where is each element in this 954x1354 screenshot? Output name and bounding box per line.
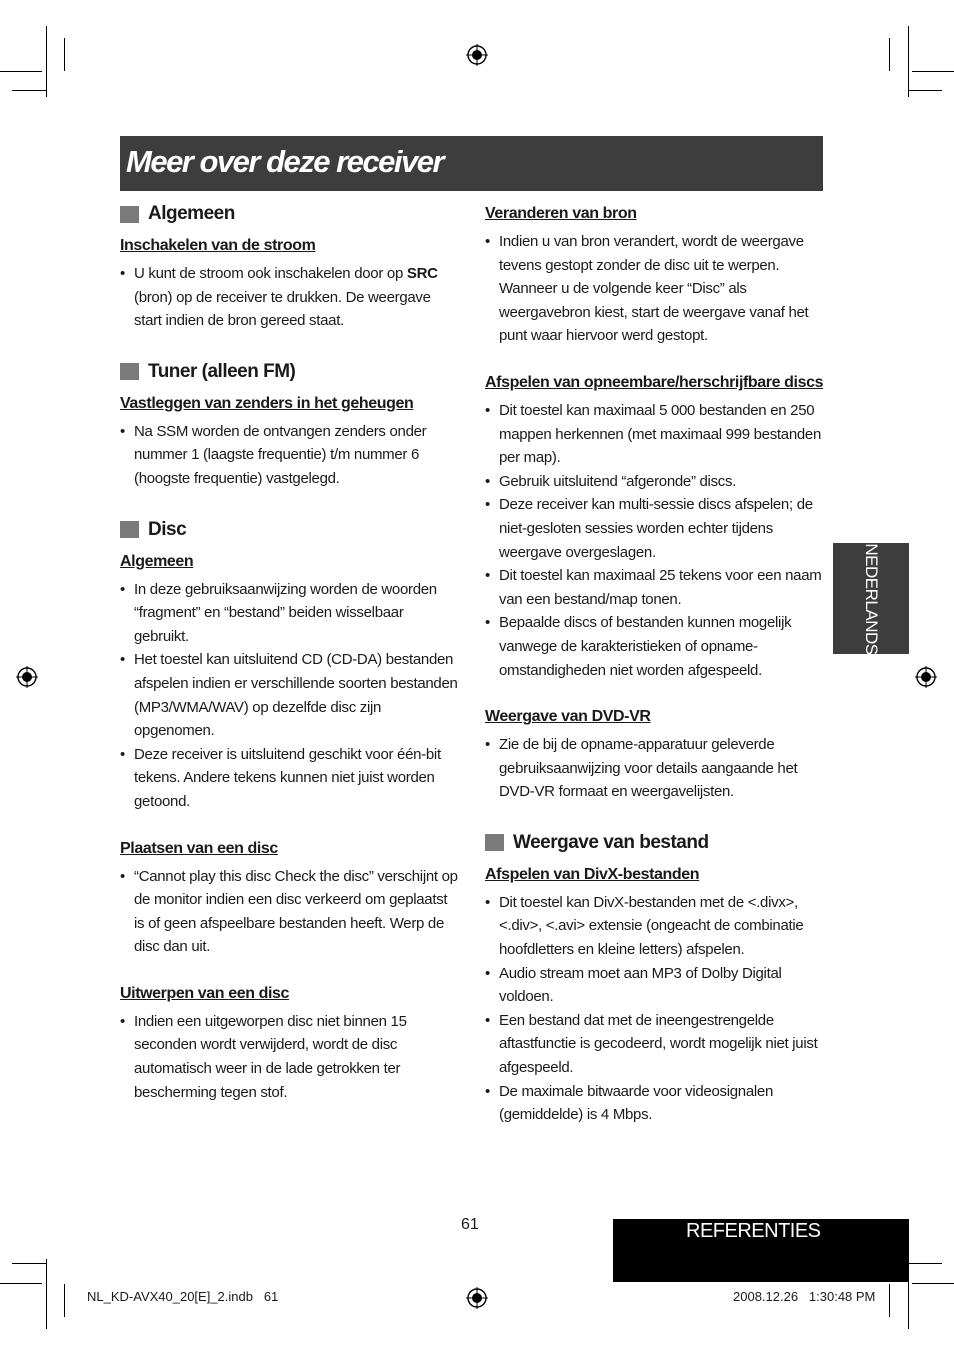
list-item: • U kunt de stroom ook inschakelen door op SRC (bron) op de receiver te drukken. De weergave start indien de bron gereed staat. (120, 262, 460, 333)
crop-mark (908, 90, 942, 91)
bullet-list (120, 578, 460, 814)
crop-mark (0, 1283, 42, 1284)
crop-mark (46, 1259, 47, 1329)
section-heading-text: Disc (148, 518, 187, 540)
subheading: Algemeen (120, 552, 194, 570)
bullet-list (485, 733, 825, 804)
crop-mark (908, 26, 909, 97)
subheading: Inschakelen van de stroom (120, 237, 316, 254)
crop-mark (64, 1284, 65, 1317)
crop-mark (889, 38, 890, 71)
section-square-icon (120, 521, 139, 538)
language-tab (833, 543, 909, 654)
list-item: • Indien een uitgeworpen disc niet binnen 15 seconden wordt verwijderd, wordt de disc automatisch weer in de lade getrokken ter bescherming tegen stof. (120, 1010, 460, 1104)
language-tab-label: NEDERLANDS (862, 542, 881, 655)
bullet-list (120, 1010, 460, 1104)
crop-mark (889, 1284, 890, 1317)
print-file-info: NL_KD-AVX40_20[E]_2.indb 61 (87, 1289, 279, 1304)
crop-mark (0, 71, 42, 72)
registration-mark-icon (466, 44, 488, 66)
crop-mark (912, 1283, 954, 1284)
list-item: • Zie de bij de opname-apparatuur geleverde gebruiksaanwijzing voor details aangaande het DVD-VR formaat en weergavelijsten. (485, 733, 825, 804)
bullet-list (120, 865, 460, 959)
title-bar (120, 136, 823, 191)
crop-mark (46, 26, 47, 97)
bullet-list (120, 420, 460, 491)
subheading: Afspelen van DivX-bestanden (485, 865, 700, 883)
crop-mark (12, 1263, 46, 1264)
section-square-icon (120, 206, 139, 223)
page-title: Meer over deze receiver (126, 144, 444, 179)
subheading: Uitwerpen van een disc (120, 984, 290, 1002)
section-footer-box (613, 1219, 909, 1282)
section-heading (485, 830, 825, 856)
section-heading (120, 359, 460, 385)
section-heading (120, 517, 460, 543)
section-square-icon (485, 834, 504, 851)
list-item: • Na SSM worden de ontvangen zenders onder nummer 1 (laagste frequentie) t/m nummer 6 (hoogste frequentie) vastgelegd. (120, 420, 460, 491)
list-item: • Een bestand dat met de ineengestrengelde aftastfunctie is gecodeerd, wordt mogelijk niet juist afgespeeld. (485, 1009, 825, 1080)
section-square-icon (120, 363, 139, 380)
section-heading-text: Weergave van bestand (513, 831, 709, 853)
left-column (120, 201, 460, 1104)
list-item: • Audio stream moet aan MP3 of Dolby Digital voldoen. (485, 962, 825, 1009)
list-item: • Indien u van bron verandert, wordt de weergave tevens gestopt zonder de disc uit te werpen. Wanneer u de volgende keer “Disc” als weergavebron kiest, start de weergave vanaf het punt waar hiervoor werd gestopt. (485, 230, 825, 348)
subheading: Veranderen van bron (485, 205, 637, 222)
crop-mark (12, 90, 46, 91)
registration-mark-icon (16, 666, 38, 688)
bullet-list (485, 891, 825, 1127)
print-datetime: 2008.12.26 1:30:48 PM (733, 1289, 876, 1304)
list-item: • Dit toestel kan DivX-bestanden met de <.divx>, <.div>, <.avi> extensie (ongeacht de combinatie hoofdletters en kleine letters) afspelen. (485, 891, 825, 962)
bullet-list (485, 399, 825, 682)
subheading: Weergave van DVD-VR (485, 708, 651, 726)
subheading: Vastleggen van zenders in het geheugen (120, 394, 414, 412)
registration-mark-icon (466, 1287, 488, 1309)
list-item: • Het toestel kan uitsluitend CD (CD-DA) bestanden afspelen indien er verschillende soorten bestanden (MP3/WMA/WAV) op dezelfde disc zijn opgenomen. (120, 648, 460, 742)
list-item: • Deze receiver is uitsluitend geschikt voor één-bit tekens. Andere tekens kunnen niet juist worden getoond. (120, 743, 460, 814)
list-item: • “Cannot play this disc Check the disc” verschijnt op de monitor indien een disc verkeerd om geplaatst is of geen afspeelbare bestanden heeft. Werp de disc dan uit. (120, 865, 460, 959)
registration-mark-icon (915, 666, 937, 688)
list-item: • Bepaalde discs of bestanden kunnen mogelijk vanwege de karakteristieken of opname-omstandigheden niet worden afgespeeld. (485, 611, 825, 682)
right-column (485, 201, 825, 1127)
list-item: • Gebruik uitsluitend “afgeronde” discs. (485, 470, 825, 494)
key-label: SRC (406, 265, 438, 282)
bullet-list (485, 230, 825, 348)
section-heading-text: Algemeen (148, 203, 235, 224)
subheading: Plaatsen van een disc (120, 839, 278, 857)
crop-mark (908, 1263, 942, 1264)
crop-mark (912, 71, 954, 72)
list-item: • Dit toestel kan maximaal 5 000 bestanden en 250 mappen herkennen (met maximaal 999 bestanden per map). (485, 399, 825, 470)
subheading: Afspelen van opneembare/herschrijfbare discs (485, 373, 824, 391)
bullet-list (120, 262, 460, 333)
crop-mark (64, 38, 65, 71)
list-item: • Dit toestel kan maximaal 25 tekens voor een naam van een bestand/map tonen. (485, 564, 825, 611)
page-number: 61 (461, 1216, 479, 1233)
list-item: • Deze receiver kan multi-sessie discs afspelen; de niet-gesloten sessies worden echter tijdens weergave overgeslagen. (485, 493, 825, 564)
list-item: • De maximale bitwaarde voor videosignalen (gemiddelde) is 4 Mbps. (485, 1080, 825, 1127)
section-heading (120, 201, 460, 227)
section-footer-label: REFERENTIES (686, 1220, 821, 1242)
list-item: • In deze gebruiksaanwijzing worden de woorden “fragment” en “bestand” beiden wisselbaar gebruikt. (120, 578, 460, 649)
section-heading-text: Tuner (alleen FM) (148, 360, 296, 382)
